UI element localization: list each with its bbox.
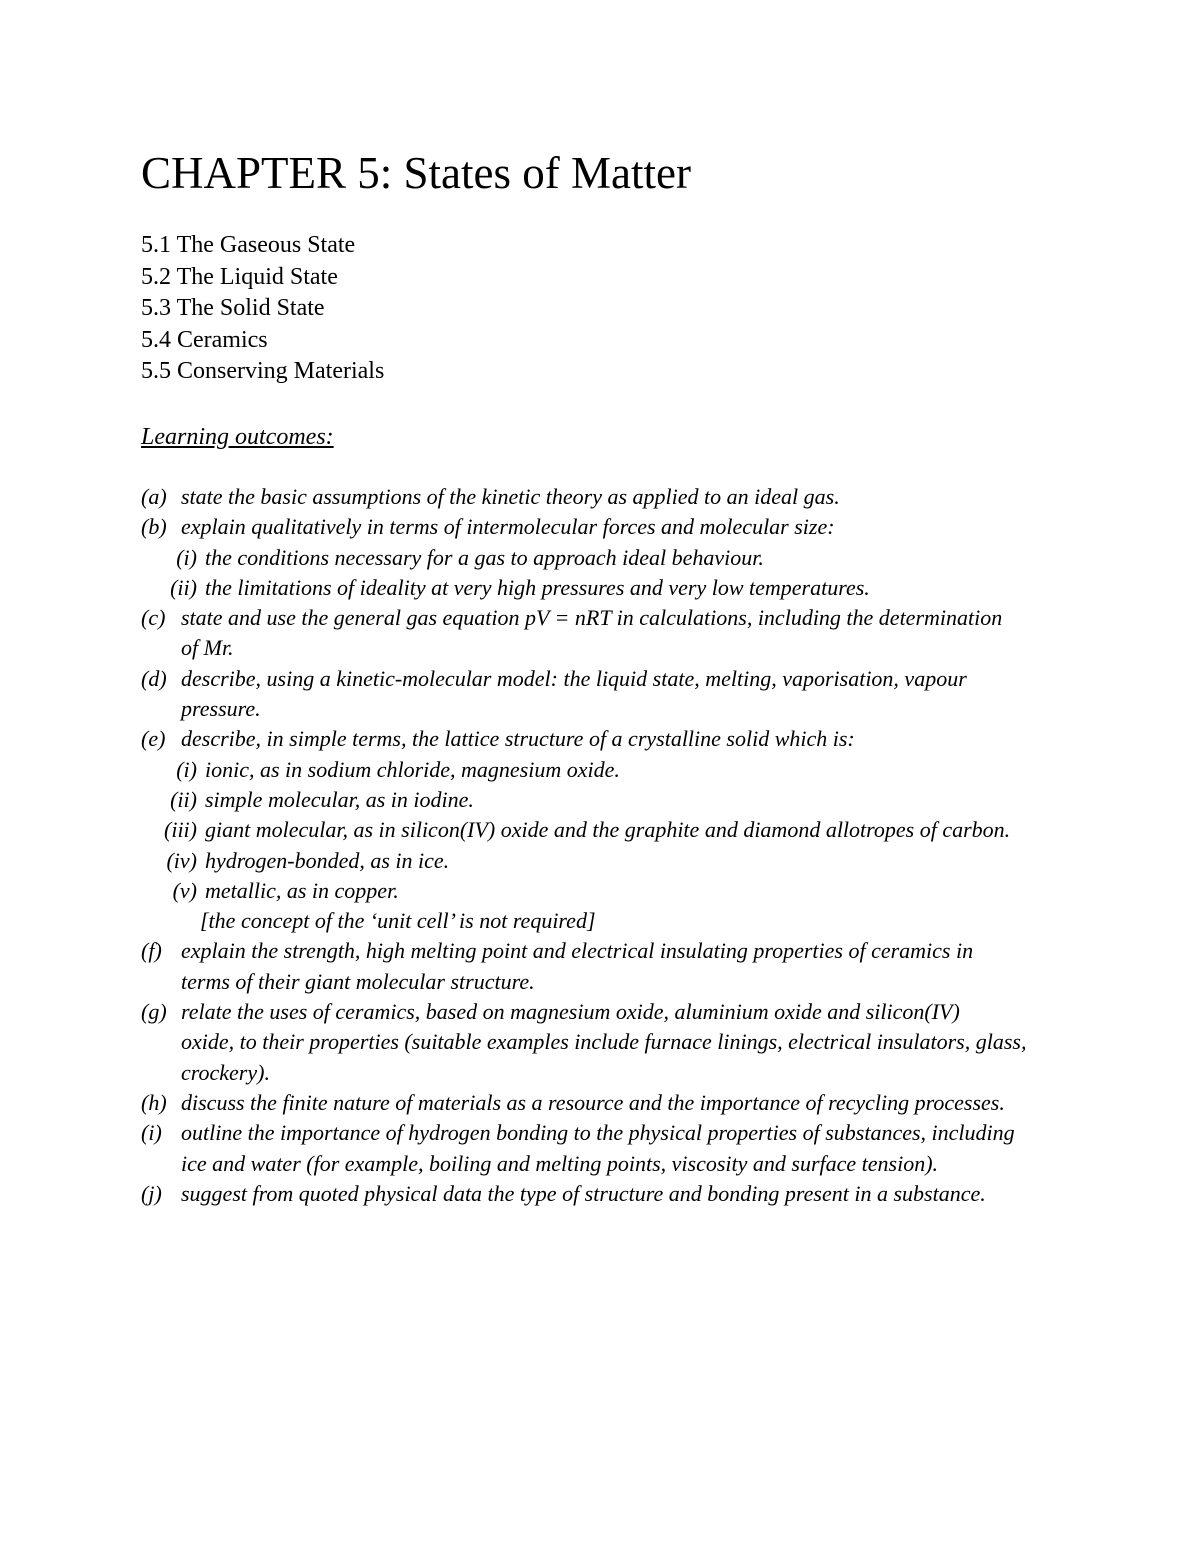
sub-outcome-label: (ii)	[170, 786, 197, 812]
sub-outcome-label: (i)	[176, 756, 197, 782]
outcome-h	[0, 1088, 1200, 1118]
outcome-f	[0, 936, 1200, 966]
outcome-i-continuation	[0, 1149, 1200, 1179]
note-text: [the concept of the ‘unit cell’ is not required]	[200, 908, 596, 934]
sub-outcome-label: (v)	[172, 877, 197, 903]
outcome-g-continuation	[0, 1058, 1200, 1088]
outcome-g	[0, 997, 1200, 1027]
outcome-text: state the basic assumptions of the kinetic theory as applied to an ideal gas.	[181, 484, 840, 509]
sub-outcome-text: giant molecular, as in silicon(IV) oxide and the graphite and diamond allotropes of carbon.	[205, 817, 1011, 843]
sub-outcome-text: ionic, as in sodium chloride, magnesium oxide.	[205, 756, 620, 782]
sub-outcome-label: (iv)	[166, 847, 197, 873]
sub-outcome-text: metallic, as in copper.	[205, 877, 399, 903]
sub-outcome-label: (ii)	[170, 574, 197, 600]
outcome-text: explain the strength, high melting point and electrical insulating properties of ceramics in	[181, 938, 974, 964]
outcome-text: of Mr.	[181, 635, 234, 661]
toc-item: 5.3 The Solid State	[141, 295, 325, 321]
toc-item: 5.4 Ceramics	[141, 326, 268, 353]
outcome-b-sub-i	[0, 543, 1200, 573]
outcome-g-continuation	[0, 1027, 1200, 1057]
chapter-title: CHAPTER 5: States of Matter	[141, 148, 691, 198]
toc-item: 5.1 The Gaseous State	[141, 232, 356, 258]
learning-outcomes-heading: Learning outcomes:	[141, 424, 334, 450]
outcome-e	[0, 724, 1200, 754]
outcome-label: (a)	[141, 484, 167, 509]
outcome-label: (i)	[141, 1120, 162, 1146]
sub-outcome-label: (i)	[176, 544, 197, 570]
toc-item: 5.2 The Liquid State	[141, 263, 338, 290]
outcome-e-sub-ii	[0, 785, 1200, 815]
outcome-e-sub-iv	[0, 846, 1200, 876]
outcome-label: (j)	[141, 1180, 162, 1206]
outcome-text: explain qualitatively in terms of intermolecular forces and molecular size:	[181, 514, 835, 540]
sub-outcome-label: (iii)	[164, 817, 197, 843]
outcome-j	[0, 1179, 1200, 1209]
outcome-i	[0, 1118, 1200, 1148]
outcome-d-continuation	[0, 694, 1200, 724]
outcome-text: terms of their giant molecular structure.	[181, 968, 535, 994]
outcome-f-continuation	[0, 967, 1200, 997]
outcome-e-note	[0, 906, 1200, 936]
outcome-e-sub-iii	[0, 815, 1200, 845]
toc-item: 5.5 Conserving Materials	[141, 358, 385, 384]
outcome-label: (e)	[141, 726, 166, 752]
outcome-e-sub-i	[0, 755, 1200, 785]
outcome-text: describe, using a kinetic-molecular model: the liquid state, melting, vaporisation, vapour	[181, 665, 967, 691]
outcome-b-sub-ii	[0, 573, 1200, 603]
outcome-text: suggest from quoted physical data the type of structure and bonding present in a substance.	[181, 1180, 986, 1206]
outcome-label: (d)	[141, 665, 167, 691]
sub-outcome-text: hydrogen-bonded, as in ice.	[205, 847, 450, 873]
outcome-d	[0, 664, 1200, 694]
outcome-text: outline the importance of hydrogen bonding to the physical properties of substances, including	[181, 1120, 1015, 1146]
outcome-a	[0, 482, 1200, 512]
outcome-text: discuss the finite nature of materials as a resource and the importance of recycling processes.	[181, 1089, 1005, 1115]
outcome-b	[0, 512, 1200, 542]
outcome-e-sub-v	[0, 876, 1200, 906]
outcome-c-continuation	[0, 633, 1200, 663]
table-of-contents	[141, 230, 384, 388]
outcome-label: (b)	[141, 514, 167, 540]
outcome-text: state and use the general gas equation pV = nRT in calculations, including the determination	[181, 605, 1003, 631]
sub-outcome-text: simple molecular, as in iodine.	[205, 786, 474, 812]
sub-outcome-text: the conditions necessary for a gas to approach ideal behaviour.	[205, 544, 764, 570]
sub-outcome-text: the limitations of ideality at very high pressures and very low temperatures.	[205, 574, 870, 600]
outcome-label: (f)	[141, 938, 162, 964]
outcome-text: pressure.	[181, 696, 261, 722]
outcome-c	[0, 603, 1200, 633]
learning-outcomes-list	[0, 482, 1200, 1209]
outcome-text: crockery).	[181, 1059, 270, 1085]
outcome-text: describe, in simple terms, the lattice structure of a crystalline solid which is:	[181, 726, 855, 752]
outcome-label: (h)	[141, 1089, 167, 1115]
outcome-label: (c)	[141, 605, 166, 631]
outcome-text: oxide, to their properties (suitable examples include furnace linings, electrical insulators, glass,	[181, 1029, 1027, 1055]
outcome-label: (g)	[141, 999, 167, 1025]
outcome-text: ice and water (for example, boiling and melting points, viscosity and surface tension).	[181, 1150, 939, 1176]
outcome-text: relate the uses of ceramics, based on magnesium oxide, aluminium oxide and silicon(IV)	[181, 999, 960, 1025]
